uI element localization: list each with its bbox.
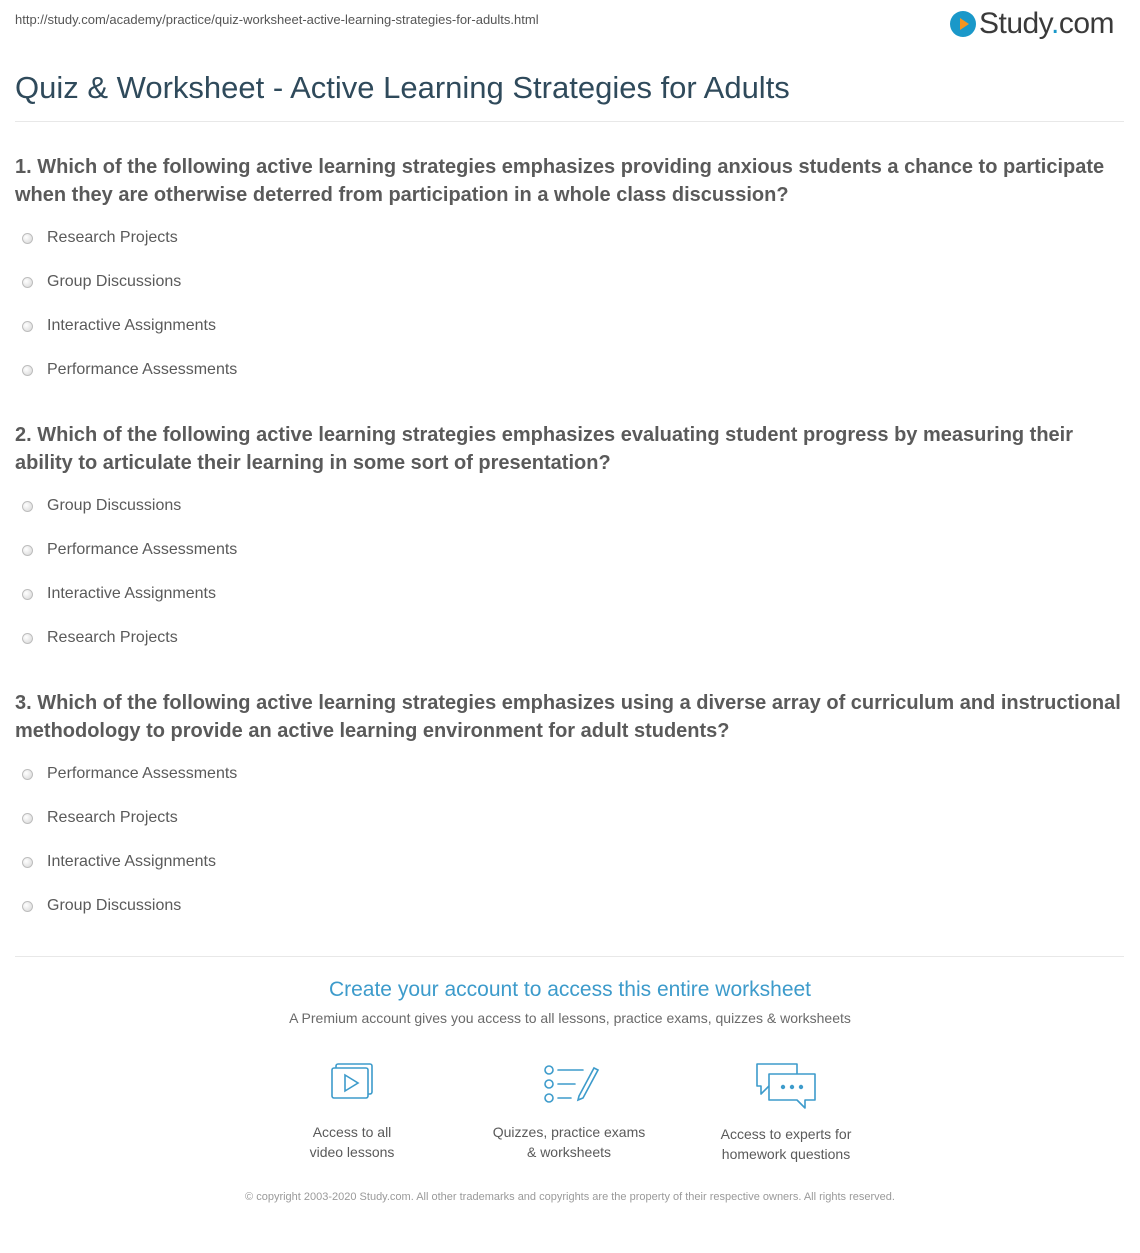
feature-text: Quizzes, practice exams & worksheets [492, 1124, 646, 1160]
feature-text: Access to experts for homework questions [720, 1126, 852, 1162]
top-bar [0, 0, 1140, 50]
radio-icon[interactable] [22, 545, 33, 556]
q1-option-4[interactable]: Performance Assessments [22, 359, 237, 381]
chat-bubbles-icon [753, 1060, 819, 1112]
copyright-notice: © copyright 2003-2020 Study.com. All other trademarks and copyrights are the property of their respective owners. All rights reserved. [245, 1191, 895, 1203]
feature-experts [686, 1060, 886, 1164]
radio-icon[interactable] [22, 857, 33, 868]
title-divider [15, 121, 1124, 122]
cta-divider [15, 956, 1124, 957]
question-1: 1. Which of the following active learning strategies emphasizes providing anxious students a chance to participate when they are otherwise deterred from participation in a whole class discussion? [15, 156, 1105, 206]
radio-icon[interactable] [22, 769, 33, 780]
play-logo-icon [950, 11, 976, 37]
feature-quizzes [469, 1060, 669, 1162]
radio-icon[interactable] [22, 365, 33, 376]
radio-icon[interactable] [22, 813, 33, 824]
page-title: Quiz & Worksheet - Active Learning Strategies for Adults [15, 70, 790, 105]
q1-option-3[interactable]: Interactive Assignments [22, 315, 216, 337]
radio-icon[interactable] [22, 633, 33, 644]
feature-text: Access to all video lessons [309, 1124, 395, 1160]
q2-option-3[interactable]: Interactive Assignments [22, 583, 216, 605]
radio-icon[interactable] [22, 233, 33, 244]
q2-option-4[interactable]: Research Projects [22, 627, 178, 649]
video-lessons-icon [322, 1060, 382, 1110]
page-url[interactable]: http://study.com/academy/practice/quiz-worksheet-active-learning-strategies-for-adults.html [15, 12, 539, 27]
study-logo[interactable] [950, 6, 1114, 42]
q1-option-1[interactable]: Research Projects [22, 227, 178, 249]
question-3: 3. Which of the following active learning strategies emphasizes using a diverse array of curriculum and instructional methodology to provide an active learning environment for adult students? [15, 692, 1121, 742]
radio-icon[interactable] [22, 589, 33, 600]
q3-option-2[interactable]: Research Projects [22, 807, 178, 829]
radio-icon[interactable] [22, 277, 33, 288]
q2-option-1[interactable]: Group Discussions [22, 495, 181, 517]
feature-video-lessons [252, 1060, 452, 1162]
radio-icon[interactable] [22, 501, 33, 512]
premium-description: A Premium account gives you access to all lessons, practice exams, quizzes & worksheets [289, 1010, 851, 1026]
quiz-checklist-icon [539, 1060, 599, 1110]
question-2: 2. Which of the following active learning strategies emphasizes evaluating student progress by measuring their ability to articulate their learning in some sort of presentation? [15, 424, 1074, 474]
q1-option-2[interactable]: Group Discussions [22, 271, 181, 293]
q3-option-1[interactable]: Performance Assessments [22, 763, 237, 785]
q3-option-3[interactable]: Interactive Assignments [22, 851, 216, 873]
logo-text: Study.com [978, 7, 1114, 40]
create-account-link[interactable]: Create your account to access this entire worksheet [328, 978, 812, 1001]
radio-icon[interactable] [22, 321, 33, 332]
radio-icon[interactable] [22, 901, 33, 912]
q2-option-2[interactable]: Performance Assessments [22, 539, 237, 561]
q3-option-4[interactable]: Group Discussions [22, 895, 181, 917]
